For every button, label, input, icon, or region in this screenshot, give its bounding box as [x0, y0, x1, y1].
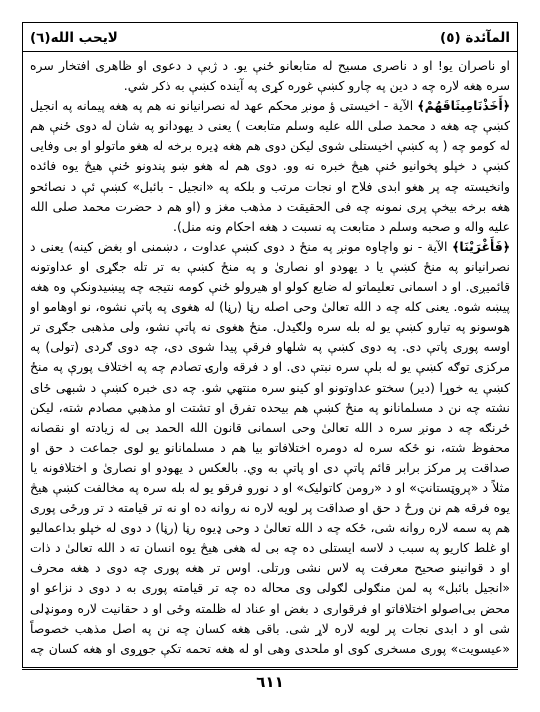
paragraph-text: او ناصران یو! او د ناصری مسیح له متابعانو ځنې یو. د ژبې د دعوی او ظاهری افتخار سره سره هغه لاره چه د دین په چارو کښې غوره کړی په آینده کښې به ذکر شي. — [30, 58, 510, 94]
header-left-juz: لايحب الله(٦) — [30, 30, 118, 46]
paragraph — [30, 237, 510, 660]
running-header — [22, 26, 518, 50]
commentary-text — [30, 56, 510, 660]
paragraph — [30, 56, 510, 96]
quran-verse: ﴿أَخَذْنَامِيثَاقَهُمْ﴾ — [417, 98, 510, 114]
quran-verse: ﴿فَأَغْرَيْنَا﴾ — [452, 238, 510, 254]
paragraph-text: الآية - نو واچاوه مونږ په منځ د دوی کښې عداوت ، دښمنی او بغض کینه) یعنی د نصرانیانو په منځ کښې یا د یهودو او نصاریٰ و په منځ کښې به تر تله جګړی او عداوتونه قائمیږی. او د اسمانی تعلیماتو له ضایع کولو او هیرولو ځنې کومه نتیجه چه پیښیدونکې وه هغه پیښه شوه. یعنی کله چه د الله تعالیٰ وحی اصله رڼا (رڼا) له هغوی په پاتې نشوه، نو اوهامو او هوسونو په تیارو کښې یو له بله سره ولګیدل. منځ هغوی نه پاتې نشو، ولی مذهبی جګړی تر اوسه پوری پاتې دی. په دوی کښې په شلهاو فرقې پیدا شوی دی، چه دوی ګردی (تولی) په مرکزی توګه کښې یو له بلې سره نبتې دی. او د فرقه وارۍ تصادم چه په اختلاف پورې په منځ کښې یه خوړا (دیر) سختو عداوتونو او کینو سره منتهي شو. چه دی خبره کښې د شبهی ځای نشته چه نن د مسلمانانو په منځ کښې هم بیحده تفرق او تشتت او مذهبي مصادم شته، لیکن ځرنګه چه د مونږ سره د الله تعالیٰ وحی اسمانی قانون الله الحمد بی له زیادته او نقصانه محفوظ شته، نو ځکه سره له دومره اختلافاتو بیا هم د مسلمانانو یو لوی جماعت د حق او صداقت پر مرکز برابر قائم پاتې دی او پاتې به وي. بالعکس د یهودو او نصاریٰ و اختلافونه یا مثلاً د «پروټستانټ» او د «رومن کاتولیک» او د نورو فرقو یو له بله سره په مخالفت کښې هیڅ یوه فرقه هم نن ورځ د حق او صداقت پر لویه لاره نه روانه ده او نه تر قیامته د تر ورځی پوری هم په سمه لاره روانه شی، ځکه چه د الله تعالیٰ د وحی ډیوه رڼا (رڼا) د دوی له خپلو بداعمالیو او غلط کاریو په سبب د لاسه ایستلی ده چه بی له هغی هیڅ یوه انسان ته د الله تعالیٰ د ذات او د قوانینو صحیح معرفت په لاس نشی ورتلی. اوس تر هغه پوری چه دوی د هغه محرف «انجیل بائبل» په لمن منګولی لګولی وی محاله ده چه تر قیامته پوری به د دوی د نزاعو او محض بی‌اصولو اختلافاتو او فرقواری د بغض او عناد له ظلمته وځی او د حقانیت لاره ومونډلی شی او د ابدی نجات پر لویه لاره لاړ شی. باقی هغه کسان چه نن په اصل مذهب خصوصاً «عیسویت» پوری مسخری کوی او ملحدی وهی او له هغه تحمه تکې جوړوی او هغه کسان چه — [30, 238, 510, 656]
footer-divider — [22, 669, 518, 670]
page-number: ٦١١ — [256, 673, 284, 691]
header-right-surah: المآئدة (٥) — [440, 30, 510, 46]
paragraph-text: الآية - اخیستی ؤ مونږ محکم عهد له نصرانیانو نه هم په هغه پیمانه په انجیل کښې چه هغه د محمد صلی الله علیه وسلم متابعت ) یعنی د یهودانو په شان له دوی ځنې هم له کومو چه ( په کښې اخیستلی شوی لیکن دوی هم هغه ډیره برخه له هغو ماتولو او بی وفایی کښې د خپلو پخوانیو ځنې هیڅ خبره نه وو. دوی هم له هغو ښو پندونو ځنې هیڅ یوه فائده وانخیسته چه پر هغو ابدی فلاح او نجات مرتب و بلکه په «انجیل - بائبل» کښې ئې د نصائحو هغه برخه بیخې پری نمونه چه فی الحقیقت د مذهب مغز و (او هم د حضرت محمد صلی الله علیه واله و صحبه وسلم د متابعت په نسبت د هغه احکام ونه منل). — [30, 98, 510, 234]
header-divider — [22, 51, 518, 52]
paragraph — [30, 96, 510, 237]
